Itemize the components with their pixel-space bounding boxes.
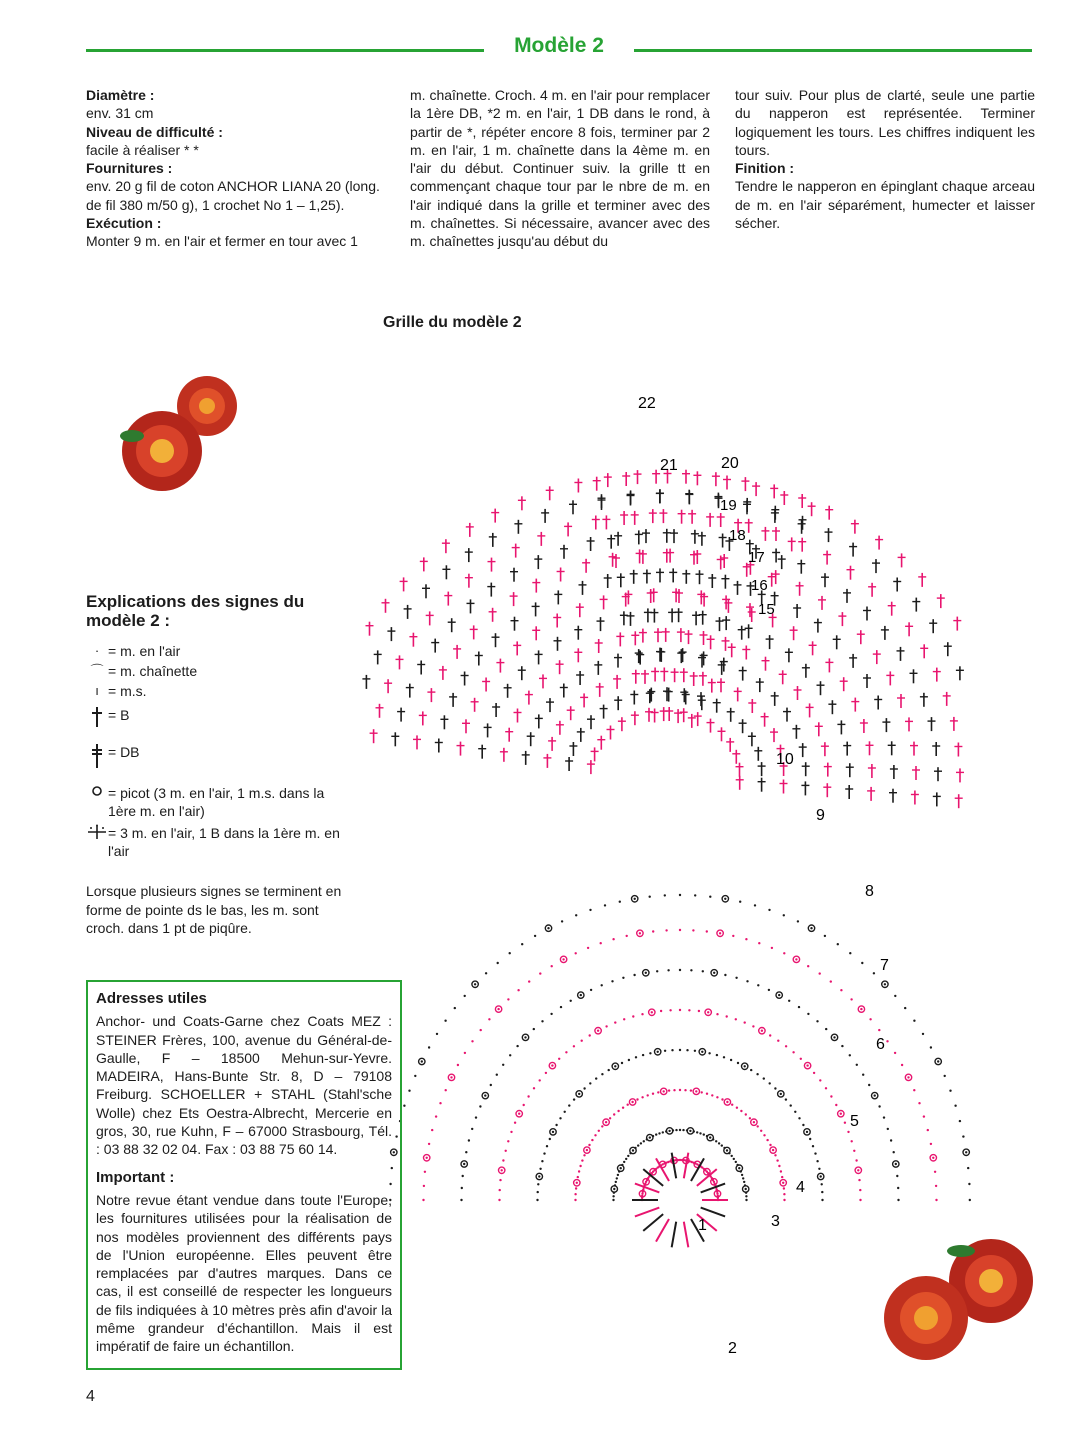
- execution-continued: m. chaînette. Croch. 4 m. en l'air pour remplacer la 1ère DB, *2 m. en l'air, 1 DB dans le rond, à partir de *, répéter encore 8 fois, terminer par 2 m. en l'air, 1 m. chaînette dans la 4ème m. en l'air du début. Continuer suiv. la grille tt en commençant chaque tour par le nbre de m. en l'air indiqué dans la grille et terminer avec des m. chaînettes. Si nécessaire, avancer avec des m. chaînettes jusqu'au début du: [410, 87, 710, 250]
- round-label-2: 2: [728, 1340, 737, 1357]
- round-label-7: 7: [880, 957, 889, 974]
- legend-item: = B: [86, 706, 346, 733]
- round-label-4: 4: [796, 1179, 805, 1196]
- round-label-22: 22: [638, 395, 656, 412]
- instructions-column-1: [86, 86, 386, 251]
- round-label-15: 15: [758, 601, 775, 618]
- cross-db-icon: [86, 743, 108, 774]
- legend-list: [86, 642, 346, 862]
- important-body: Notre revue étant vendue dans toute l'Europe, les fournitures utilisées pour la réalisation de nos modèles proviennent des différents pays de l'Union européenne. Elles peuvent être remplacées par d'autres marques. Dans ce cas, il est conseillé de respecter les longueurs de fils indiquées à 10 mètres près afin d'avoir la même grandeur d'échantillon. Mais il est impératif de faire un échantillon.: [96, 1191, 392, 1355]
- page-number: 4: [86, 1388, 95, 1405]
- cross-b-icon: [86, 706, 108, 733]
- round-label-6: 6: [876, 1036, 885, 1053]
- execution-end: tour suiv. Pour plus de clarté, seule une partie du napperon est représentée. Terminer logiquement les tours. Les chiffres indiquent les tours.: [735, 87, 1035, 158]
- diameter-label: Diamètre :: [86, 87, 155, 103]
- finishing-value: Tendre le napperon en épinglant chaque arceau de m. en l'air séparément, humecter et laisser sécher.: [735, 178, 1035, 232]
- round-label-19: 19: [720, 497, 737, 514]
- round-label-20: 20: [721, 455, 739, 472]
- round-label-21: 21: [660, 457, 678, 474]
- execution-value: Monter 9 m. en l'air et fermer en tour avec 1: [86, 233, 358, 250]
- legend-item: = DB: [86, 743, 346, 774]
- round-label-8: 8: [865, 883, 874, 900]
- crochet-stitch-pattern: [362, 470, 971, 1248]
- picot-b-icon: [86, 824, 108, 845]
- round-label-18: 18: [729, 527, 746, 544]
- circle-icon: [86, 784, 108, 802]
- difficulty-label: Niveau de difficulté :: [86, 123, 223, 140]
- legend-item: = picot (3 m. en l'air, 1 m.s. dans la 1ère m. en l'air): [86, 784, 346, 820]
- round-label-9: 9: [816, 807, 825, 824]
- round-label-5: 5: [850, 1113, 859, 1130]
- addresses-body: Anchor- und Coats-Garne chez Coats MEZ : STEINER Frères, 100, avenue du Général-de-Gaulle, F – 18500 Mehun-sur-Yevre. MADEIRA, Hans-Bunte Str. 8, D – 79108 Freiburg. SCHOELLER + STAHL (Stahl'sche Wolle) chez Ets Oestra-Albrecht, Mercerie en gros, 30, rue Kuhn, F – 67000 Strasbourg, Tél. : 03 88 32 02 04. Fax : 03 88 75 60 14.: [96, 1013, 392, 1158]
- dot-icon: ·: [94, 643, 100, 658]
- supplies-label: Fournitures :: [86, 160, 173, 177]
- addresses-box: [86, 980, 402, 1370]
- crochet-grid-chart: [340, 340, 980, 1357]
- bar-icon: ı: [95, 683, 99, 698]
- instructions-column-3: [735, 86, 1035, 232]
- round-label-3: 3: [771, 1213, 780, 1230]
- legend-item: ⌒ = m. chaînette: [86, 662, 346, 680]
- finishing-label: Finition :: [735, 160, 795, 177]
- round-label-1: 1: [698, 1217, 707, 1234]
- legend-item: = 3 m. en l'air, 1 B dans la 1ère m. en l'air: [86, 824, 346, 860]
- round-label-10: 10: [776, 751, 794, 768]
- difficulty-value: facile à réaliser * *: [86, 141, 199, 158]
- addresses-title: Adresses utiles: [96, 990, 207, 1007]
- header-rule-right: [634, 49, 1032, 52]
- legend-note: Lorsque plusieurs signes se terminent en forme de pointe ds le bas, les m. sont croch. dans 1 pt de piqûre.: [86, 883, 342, 936]
- supplies-value: env. 20 g fil de coton ANCHOR LIANA 20 (long. de fil 380 m/50 g), 1 crochet No 1 – 1,25).: [86, 178, 380, 213]
- legend-title: Explications des signes du modèle 2 :: [86, 592, 305, 630]
- legend-item: ı = m.s.: [86, 682, 346, 700]
- grid-title: Grille du modèle 2: [383, 314, 522, 331]
- round-label-16: 16: [751, 577, 768, 594]
- header-rule-left: [86, 49, 484, 52]
- arc-icon: ⌒: [90, 663, 104, 678]
- diameter-value: env. 31 cm: [86, 105, 154, 122]
- instructions-column-2: [410, 86, 710, 251]
- rose-decoration-icon: [112, 376, 252, 496]
- legend-item: · = m. en l'air: [86, 642, 346, 660]
- page-title: Modèle 2: [514, 34, 604, 57]
- important-title: Important :: [96, 1168, 175, 1186]
- round-label-17: 17: [748, 549, 765, 566]
- execution-label: Exécution :: [86, 215, 162, 232]
